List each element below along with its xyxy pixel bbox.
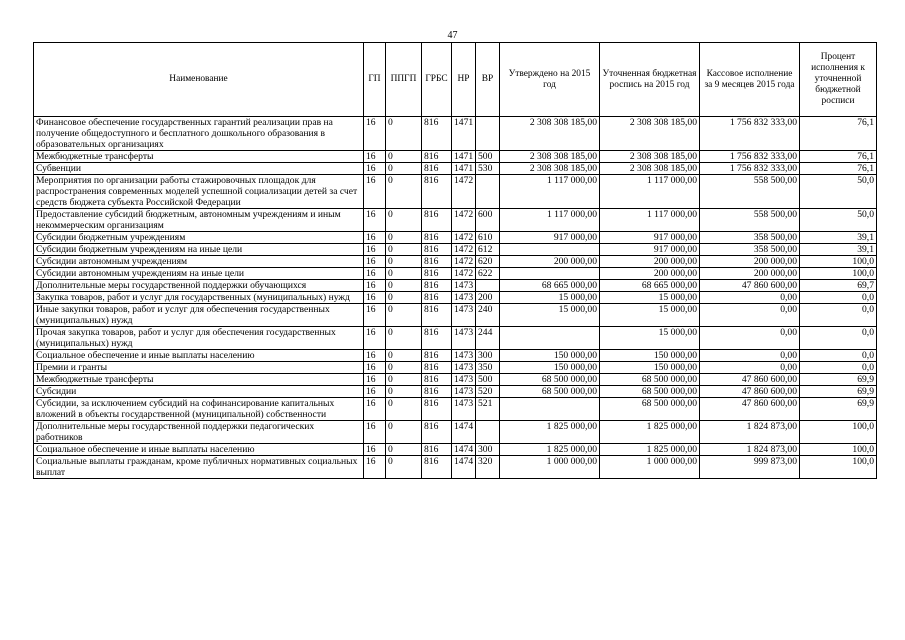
cell-ppgp: 0 xyxy=(386,117,422,151)
cell-np: 1472 xyxy=(452,232,476,244)
cell-grbs: 816 xyxy=(422,304,452,327)
cell-gp: 16 xyxy=(364,175,386,209)
cell-grbs: 816 xyxy=(422,374,452,386)
header-grbs: ГРБС xyxy=(422,43,452,117)
table-row xyxy=(34,163,877,175)
cell-ppgp: 0 xyxy=(386,374,422,386)
cell-cash: 358 500,00 xyxy=(700,244,800,256)
cell-refined: 68 665 000,00 xyxy=(600,280,700,292)
cell-name: Иные закупки товаров, работ и услуг для обеспечения государственных (муниципальных) нужд xyxy=(34,304,364,327)
cell-np: 1474 xyxy=(452,421,476,444)
cell-cash: 358 500,00 xyxy=(700,232,800,244)
cell-vr: 620 xyxy=(476,256,500,268)
cell-percent: 0,0 xyxy=(800,362,877,374)
cell-name: Закупка товаров, работ и услуг для государственных (муниципальных) нужд xyxy=(34,292,364,304)
table-row xyxy=(34,209,877,232)
cell-name: Субсидии бюджетным учреждениям на иные цели xyxy=(34,244,364,256)
cell-approved xyxy=(500,327,600,350)
cell-np: 1474 xyxy=(452,444,476,456)
cell-name: Прочая закупка товаров, работ и услуг для обеспечения государственных (муниципальных) нужд xyxy=(34,327,364,350)
cell-np: 1473 xyxy=(452,292,476,304)
table-row xyxy=(34,398,877,421)
table-row xyxy=(34,350,877,362)
cell-name: Субсидии автономным учреждениям на иные цели xyxy=(34,268,364,280)
cell-grbs: 816 xyxy=(422,350,452,362)
cell-refined: 2 308 308 185,00 xyxy=(600,163,700,175)
cell-gp: 16 xyxy=(364,456,386,479)
cell-np: 1472 xyxy=(452,244,476,256)
cell-name: Дополнительные меры государственной поддержки обучающихся xyxy=(34,280,364,292)
cell-grbs: 816 xyxy=(422,151,452,163)
table-row xyxy=(34,151,877,163)
cell-name: Субвенции xyxy=(34,163,364,175)
cell-percent: 69,9 xyxy=(800,386,877,398)
cell-np: 1471 xyxy=(452,117,476,151)
cell-gp: 16 xyxy=(364,209,386,232)
cell-np: 1474 xyxy=(452,456,476,479)
table-header-row xyxy=(34,43,877,117)
cell-grbs: 816 xyxy=(422,232,452,244)
cell-gp: 16 xyxy=(364,292,386,304)
table-row xyxy=(34,256,877,268)
cell-name: Субсидии xyxy=(34,386,364,398)
cell-name: Субсидии бюджетным учреждениям xyxy=(34,232,364,244)
cell-approved: 1 825 000,00 xyxy=(500,444,600,456)
cell-approved: 1 117 000,00 xyxy=(500,209,600,232)
cell-gp: 16 xyxy=(364,386,386,398)
cell-cash: 1 756 832 333,00 xyxy=(700,163,800,175)
header-vr: ВР xyxy=(476,43,500,117)
cell-approved: 15 000,00 xyxy=(500,292,600,304)
cell-percent: 0,0 xyxy=(800,304,877,327)
cell-refined: 2 308 308 185,00 xyxy=(600,151,700,163)
cell-np: 1471 xyxy=(452,151,476,163)
cell-refined: 917 000,00 xyxy=(600,232,700,244)
cell-ppgp: 0 xyxy=(386,350,422,362)
cell-ppgp: 0 xyxy=(386,398,422,421)
cell-cash: 0,00 xyxy=(700,350,800,362)
cell-grbs: 816 xyxy=(422,456,452,479)
cell-refined: 68 500 000,00 xyxy=(600,386,700,398)
cell-refined: 1 117 000,00 xyxy=(600,209,700,232)
table-row xyxy=(34,456,877,479)
cell-vr: 300 xyxy=(476,444,500,456)
cell-percent: 100,0 xyxy=(800,268,877,280)
cell-ppgp: 0 xyxy=(386,151,422,163)
cell-gp: 16 xyxy=(364,421,386,444)
cell-vr: 320 xyxy=(476,456,500,479)
cell-approved: 68 500 000,00 xyxy=(500,374,600,386)
cell-np: 1473 xyxy=(452,362,476,374)
cell-approved: 2 308 308 185,00 xyxy=(500,117,600,151)
cell-grbs: 816 xyxy=(422,386,452,398)
cell-refined: 1 117 000,00 xyxy=(600,175,700,209)
cell-grbs: 816 xyxy=(422,444,452,456)
table-row xyxy=(34,268,877,280)
cell-vr xyxy=(476,421,500,444)
cell-ppgp: 0 xyxy=(386,268,422,280)
cell-name: Финансовое обеспечение государственных гарантий реализации прав на получение общедоступного и бесплатного дошкольного образования в образовательных организациях xyxy=(34,117,364,151)
cell-percent: 100,0 xyxy=(800,421,877,444)
cell-vr: 520 xyxy=(476,386,500,398)
cell-grbs: 816 xyxy=(422,280,452,292)
cell-refined: 1 000 000,00 xyxy=(600,456,700,479)
cell-name: Межбюджетные трансферты xyxy=(34,151,364,163)
cell-ppgp: 0 xyxy=(386,163,422,175)
cell-cash: 558 500,00 xyxy=(700,209,800,232)
cell-gp: 16 xyxy=(364,268,386,280)
cell-vr: 521 xyxy=(476,398,500,421)
cell-ppgp: 0 xyxy=(386,244,422,256)
cell-cash: 1 756 832 333,00 xyxy=(700,151,800,163)
cell-percent: 50,0 xyxy=(800,209,877,232)
cell-percent: 0,0 xyxy=(800,327,877,350)
cell-cash: 0,00 xyxy=(700,304,800,327)
cell-percent: 50,0 xyxy=(800,175,877,209)
cell-vr: 500 xyxy=(476,374,500,386)
cell-grbs: 816 xyxy=(422,398,452,421)
cell-name: Дополнительные меры государственной поддержки педагогических работников xyxy=(34,421,364,444)
cell-approved: 917 000,00 xyxy=(500,232,600,244)
cell-vr: 500 xyxy=(476,151,500,163)
cell-percent: 100,0 xyxy=(800,456,877,479)
cell-np: 1471 xyxy=(452,163,476,175)
cell-refined: 2 308 308 185,00 xyxy=(600,117,700,151)
cell-percent: 0,0 xyxy=(800,350,877,362)
header-refined: Уточненная бюджетная роспись на 2015 год xyxy=(600,43,700,117)
cell-name: Социальное обеспечение и иные выплаты населению xyxy=(34,350,364,362)
cell-name: Межбюджетные трансферты xyxy=(34,374,364,386)
cell-grbs: 816 xyxy=(422,244,452,256)
header-ppgp: ППГП xyxy=(386,43,422,117)
cell-ppgp: 0 xyxy=(386,421,422,444)
cell-cash: 0,00 xyxy=(700,292,800,304)
cell-ppgp: 0 xyxy=(386,304,422,327)
cell-approved xyxy=(500,244,600,256)
cell-name: Субсидии, за исключением субсидий на софинансирование капитальных вложений в объекты государственной (муниципальной) собственности xyxy=(34,398,364,421)
table-row xyxy=(34,327,877,350)
cell-cash: 47 860 600,00 xyxy=(700,374,800,386)
header-name: Наименование xyxy=(34,43,364,117)
cell-np: 1473 xyxy=(452,327,476,350)
cell-grbs: 816 xyxy=(422,292,452,304)
cell-gp: 16 xyxy=(364,327,386,350)
cell-percent: 100,0 xyxy=(800,256,877,268)
cell-vr: 244 xyxy=(476,327,500,350)
cell-grbs: 816 xyxy=(422,163,452,175)
cell-vr: 350 xyxy=(476,362,500,374)
cell-name: Премии и гранты xyxy=(34,362,364,374)
cell-refined: 15 000,00 xyxy=(600,304,700,327)
cell-approved: 150 000,00 xyxy=(500,350,600,362)
table-body xyxy=(34,117,877,479)
cell-np: 1472 xyxy=(452,256,476,268)
cell-cash: 1 824 873,00 xyxy=(700,444,800,456)
cell-ppgp: 0 xyxy=(386,444,422,456)
table-row xyxy=(34,304,877,327)
cell-vr: 610 xyxy=(476,232,500,244)
cell-approved: 2 308 308 185,00 xyxy=(500,163,600,175)
cell-name: Социальные выплаты гражданам, кроме публичных нормативных социальных выплат xyxy=(34,456,364,479)
cell-ppgp: 0 xyxy=(386,175,422,209)
cell-cash: 0,00 xyxy=(700,362,800,374)
cell-approved xyxy=(500,398,600,421)
cell-vr: 240 xyxy=(476,304,500,327)
table-row xyxy=(34,421,877,444)
table-row xyxy=(34,280,877,292)
cell-approved: 2 308 308 185,00 xyxy=(500,151,600,163)
cell-approved: 1 825 000,00 xyxy=(500,421,600,444)
cell-vr: 622 xyxy=(476,268,500,280)
table-row xyxy=(34,386,877,398)
cell-gp: 16 xyxy=(364,374,386,386)
table-row xyxy=(34,175,877,209)
cell-percent: 69,9 xyxy=(800,398,877,421)
table-row xyxy=(34,374,877,386)
cell-approved: 1 000 000,00 xyxy=(500,456,600,479)
cell-gp: 16 xyxy=(364,232,386,244)
header-np: НР xyxy=(452,43,476,117)
cell-approved: 15 000,00 xyxy=(500,304,600,327)
cell-refined: 200 000,00 xyxy=(600,268,700,280)
cell-cash: 0,00 xyxy=(700,327,800,350)
cell-refined: 15 000,00 xyxy=(600,292,700,304)
cell-gp: 16 xyxy=(364,362,386,374)
cell-ppgp: 0 xyxy=(386,327,422,350)
cell-vr: 300 xyxy=(476,350,500,362)
cell-grbs: 816 xyxy=(422,327,452,350)
cell-refined: 1 825 000,00 xyxy=(600,421,700,444)
cell-gp: 16 xyxy=(364,117,386,151)
cell-np: 1472 xyxy=(452,268,476,280)
cell-gp: 16 xyxy=(364,444,386,456)
cell-np: 1473 xyxy=(452,304,476,327)
cell-grbs: 816 xyxy=(422,421,452,444)
cell-np: 1473 xyxy=(452,386,476,398)
cell-vr: 200 xyxy=(476,292,500,304)
cell-cash: 47 860 600,00 xyxy=(700,386,800,398)
cell-gp: 16 xyxy=(364,151,386,163)
table-row xyxy=(34,117,877,151)
cell-percent: 0,0 xyxy=(800,292,877,304)
cell-grbs: 816 xyxy=(422,362,452,374)
cell-vr: 600 xyxy=(476,209,500,232)
header-approved: Утверждено на 2015 год xyxy=(500,43,600,117)
table-row xyxy=(34,232,877,244)
table-row xyxy=(34,444,877,456)
cell-np: 1473 xyxy=(452,374,476,386)
cell-ppgp: 0 xyxy=(386,292,422,304)
cell-approved: 150 000,00 xyxy=(500,362,600,374)
cell-refined: 1 825 000,00 xyxy=(600,444,700,456)
cell-approved xyxy=(500,268,600,280)
cell-name: Предоставление субсидий бюджетным, автономным учреждениям и иным некоммерческим организациям xyxy=(34,209,364,232)
header-cash: Кассовое исполнение за 9 месяцев 2015 года xyxy=(700,43,800,117)
cell-gp: 16 xyxy=(364,280,386,292)
cell-cash: 200 000,00 xyxy=(700,268,800,280)
cell-cash: 47 860 600,00 xyxy=(700,398,800,421)
cell-percent: 76,1 xyxy=(800,151,877,163)
cell-gp: 16 xyxy=(364,304,386,327)
cell-refined: 15 000,00 xyxy=(600,327,700,350)
cell-refined: 150 000,00 xyxy=(600,362,700,374)
cell-refined: 150 000,00 xyxy=(600,350,700,362)
cell-cash: 558 500,00 xyxy=(700,175,800,209)
cell-approved: 1 117 000,00 xyxy=(500,175,600,209)
cell-percent: 69,9 xyxy=(800,374,877,386)
cell-refined: 200 000,00 xyxy=(600,256,700,268)
cell-ppgp: 0 xyxy=(386,209,422,232)
cell-name: Социальное обеспечение и иные выплаты населению xyxy=(34,444,364,456)
cell-percent: 100,0 xyxy=(800,444,877,456)
cell-approved: 68 665 000,00 xyxy=(500,280,600,292)
table-row xyxy=(34,362,877,374)
cell-gp: 16 xyxy=(364,350,386,362)
page-number: 47 xyxy=(447,30,458,41)
cell-grbs: 816 xyxy=(422,117,452,151)
cell-ppgp: 0 xyxy=(386,280,422,292)
header-gp: ГП xyxy=(364,43,386,117)
cell-percent: 39,1 xyxy=(800,244,877,256)
cell-refined: 917 000,00 xyxy=(600,244,700,256)
cell-refined: 68 500 000,00 xyxy=(600,398,700,421)
cell-cash: 1 824 873,00 xyxy=(700,421,800,444)
cell-vr xyxy=(476,117,500,151)
cell-cash: 999 873,00 xyxy=(700,456,800,479)
cell-percent: 69,7 xyxy=(800,280,877,292)
cell-percent: 76,1 xyxy=(800,117,877,151)
cell-grbs: 816 xyxy=(422,256,452,268)
cell-np: 1473 xyxy=(452,280,476,292)
cell-ppgp: 0 xyxy=(386,386,422,398)
cell-cash: 47 860 600,00 xyxy=(700,280,800,292)
cell-cash: 1 756 832 333,00 xyxy=(700,117,800,151)
cell-gp: 16 xyxy=(364,256,386,268)
cell-ppgp: 0 xyxy=(386,232,422,244)
cell-np: 1473 xyxy=(452,350,476,362)
cell-ppgp: 0 xyxy=(386,256,422,268)
cell-gp: 16 xyxy=(364,244,386,256)
cell-vr: 612 xyxy=(476,244,500,256)
cell-cash: 200 000,00 xyxy=(700,256,800,268)
cell-np: 1472 xyxy=(452,209,476,232)
cell-np: 1472 xyxy=(452,175,476,209)
cell-gp: 16 xyxy=(364,163,386,175)
cell-approved: 68 500 000,00 xyxy=(500,386,600,398)
table-row xyxy=(34,292,877,304)
cell-grbs: 816 xyxy=(422,209,452,232)
cell-vr xyxy=(476,175,500,209)
cell-grbs: 816 xyxy=(422,268,452,280)
cell-vr: 530 xyxy=(476,163,500,175)
cell-gp: 16 xyxy=(364,398,386,421)
cell-approved: 200 000,00 xyxy=(500,256,600,268)
cell-vr xyxy=(476,280,500,292)
cell-percent: 76,1 xyxy=(800,163,877,175)
budget-table xyxy=(33,42,877,479)
cell-ppgp: 0 xyxy=(386,362,422,374)
table-row xyxy=(34,244,877,256)
cell-name: Субсидии автономным учреждениям xyxy=(34,256,364,268)
header-percent: Процент исполнения к уточненной бюджетной росписи xyxy=(800,43,877,117)
cell-grbs: 816 xyxy=(422,175,452,209)
cell-np: 1473 xyxy=(452,398,476,421)
cell-name: Мероприятия по организации работы стажировочных площадок для распространения современных моделей успешной социализации детей за счет средств бюджета субъекта Российской Федерации xyxy=(34,175,364,209)
cell-refined: 68 500 000,00 xyxy=(600,374,700,386)
cell-ppgp: 0 xyxy=(386,456,422,479)
cell-percent: 39,1 xyxy=(800,232,877,244)
